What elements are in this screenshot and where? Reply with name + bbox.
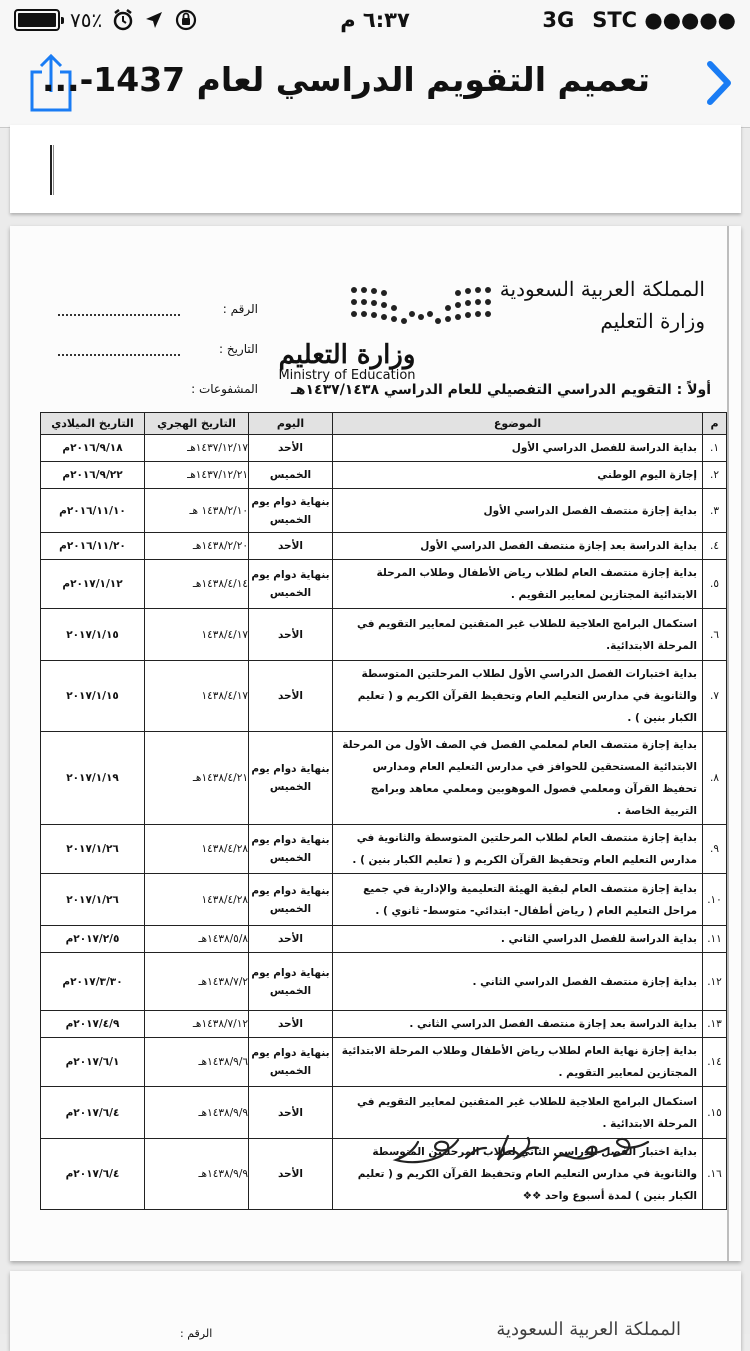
cell-greg: ٢٠١٦/٩/٢٢م [41, 462, 145, 489]
cell-greg: ٢٠١٧/٦/٤م [41, 1139, 145, 1210]
cell-hijri: ١٤٣٨/٢/٢٠هـ [145, 533, 249, 560]
cell-greg: ٢٠١٧/١/١٥ [41, 609, 145, 661]
document-page [10, 226, 741, 1261]
cell-num: ١٥. [703, 1087, 727, 1139]
table-row [41, 435, 727, 462]
table-row [41, 1038, 727, 1087]
cell-day: الأحد [249, 1139, 333, 1210]
status-bar [0, 0, 750, 40]
cell-hijri: ١٤٣٨/٤/١٧ [145, 661, 249, 732]
cell-hijri: ١٤٣٨/٢/١٠ هـ [145, 489, 249, 533]
cell-subject: بداية اختبار الفصل الدراسي الثاني لطلاب المرحلتين المتوسطة والثانوية في مدارس التعليم العام وتحفيظ القرآن الكريم و ( تعليم الكبار بنين ) لمدة أسبوع واحد ❖❖ [333, 1139, 703, 1210]
cell-num: ٦. [703, 609, 727, 661]
document-title: تعميم التقويم الدراسي لعام 1437-... [41, 60, 650, 99]
previous-page [10, 125, 741, 213]
reference-fields [58, 276, 258, 396]
cell-num: ٧. [703, 661, 727, 732]
cell-day: بنهاية دوام يوم الخميس [249, 953, 333, 1011]
cell-subject: بداية إجازة منتصف العام لمعلمي الفصل في الصف الأول من المرحلة الابتدائية المستحقين للحوافز في مدارس التعليم العام ومدارس تحفيظ القرآن ومعلمي فصول الموهوبين ومعلمي معاهد وبرامج التربية الخاصة . [333, 732, 703, 825]
ministry-logo-icon [346, 284, 496, 326]
cell-day: الأحد [249, 926, 333, 953]
next-page-number-label: الرقم : [180, 1327, 213, 1340]
number-field [58, 276, 258, 316]
table-row [41, 732, 727, 825]
cell-greg: ٢٠١٧/١/١٩ [41, 732, 145, 825]
kingdom-name: المملكة العربية السعودية [499, 277, 705, 301]
page-border-line [727, 226, 729, 1261]
cell-num: ١١. [703, 926, 727, 953]
status-time: ٦:٣٧ م [340, 8, 410, 32]
table-row [41, 489, 727, 533]
dotted-line [58, 344, 180, 356]
next-page [10, 1271, 741, 1351]
schedule-table [40, 412, 727, 1210]
cell-subject: بداية إجازة منتصف العام لطلاب رياض الأطفال وطلاب المرحلة الابتدائية المجتازين لمعايير التقويم . [333, 560, 703, 609]
cell-subject: بداية إجازة نهاية العام لطلاب رياض الأطفال وطلاب المرحلة الابتدائية المجتازين لمعايير التقويم . [333, 1038, 703, 1087]
cell-num: ١٠. [703, 874, 727, 926]
col-header-greg: التاريخ الميلادي [41, 413, 145, 435]
cell-num: ٢. [703, 462, 727, 489]
cell-hijri: ١٤٣٨/٧/١٢هـ [145, 1011, 249, 1038]
cell-subject: بداية إجازة منتصف الفصل الدراسي الثاني . [333, 953, 703, 1011]
cell-greg: ٢٠١٧/٦/١م [41, 1038, 145, 1087]
cell-greg: ٢٠١٧/١/١٥ [41, 661, 145, 732]
cell-subject: استكمال البرامج العلاجية للطلاب غير المتقنين لمعايير التقويم في المرحلة الابتدائية. [333, 609, 703, 661]
table-row [41, 661, 727, 732]
col-header-num: م [703, 413, 727, 435]
cell-subject: بداية الدراسة للفصل الدراسي الأول [333, 435, 703, 462]
cell-num: ١٦. [703, 1139, 727, 1210]
cell-greg: ٢٠١٧/١/١٢م [41, 560, 145, 609]
cell-greg: ٢٠١٦/١١/١٠م [41, 489, 145, 533]
cell-day: بنهاية دوام يوم الخميس [249, 732, 333, 825]
cell-subject: إجازة اليوم الوطني [333, 462, 703, 489]
cell-num: ١. [703, 435, 727, 462]
ministry-name: وزارة التعليم [600, 309, 705, 333]
col-header-hijri: التاريخ الهجري [145, 413, 249, 435]
next-page-header: المملكة العربية السعودية [496, 1319, 681, 1340]
cell-greg: ٢٠١٧/٢/٥م [41, 926, 145, 953]
table-row [41, 533, 727, 560]
page-border-line [53, 145, 54, 195]
cell-num: ٥. [703, 560, 727, 609]
table-row [41, 926, 727, 953]
cell-num: ٩. [703, 825, 727, 874]
attachments-field [58, 356, 258, 396]
cell-day: بنهاية دوام يوم الخميس [249, 489, 333, 533]
number-label: الرقم : [222, 302, 258, 316]
forward-button[interactable] [702, 60, 736, 106]
cell-subject: بداية الدراسة بعد إجازة منتصف الفصل الدراسي الأول [333, 533, 703, 560]
date-field [58, 316, 258, 356]
cell-hijri: ١٤٣٨/٩/٩هـ [145, 1087, 249, 1139]
cell-day: بنهاية دوام يوم الخميس [249, 874, 333, 926]
cell-subject: بداية اختبارات الفصل الدراسي الأول لطلاب المرحلتين المتوسطة والثانوية في مدارس التعليم العام وتحفيظ القرآن الكريم و ( تعليم الكبار بنين ) . [333, 661, 703, 732]
logo-arabic-text: وزارة التعليم [278, 340, 416, 370]
table-row [41, 953, 727, 1011]
cell-num: ٤. [703, 533, 727, 560]
signatures [368, 1118, 658, 1178]
date-label: التاريخ : [218, 342, 258, 356]
cell-hijri: ١٤٣٨/٤/٢٨ [145, 874, 249, 926]
cell-subject: بداية إجازة منتصف الفصل الدراسي الأول [333, 489, 703, 533]
carrier-signal: STC ●●●●● [592, 8, 736, 32]
status-right [542, 8, 736, 32]
table-row [41, 825, 727, 874]
cell-greg: ٢٠١٧/١/٢٦ [41, 874, 145, 926]
cell-day: الأحد [249, 533, 333, 560]
chevron-right-icon [702, 60, 736, 106]
battery-percent: ٧٥٪ [70, 8, 103, 32]
page-border-line [50, 145, 52, 195]
kingdom-header [500, 273, 705, 337]
cell-hijri: ١٤٣٨/٤/٢١هـ [145, 732, 249, 825]
cell-num: ٨. [703, 732, 727, 825]
cell-subject: بداية الدراسة بعد إجازة منتصف الفصل الدراسي الثاني . [333, 1011, 703, 1038]
cell-subject: بداية الدراسة للفصل الدراسي الثاني . [333, 926, 703, 953]
cell-day: بنهاية دوام يوم الخميس [249, 560, 333, 609]
col-header-day: اليوم [249, 413, 333, 435]
cell-subject: بداية إجازة منتصف العام لبقية الهيئة التعليمية والإدارية في جميع مراحل التعليم العام ( رياض أطفال- ابتدائي- متوسط- ثانوي ) . [333, 874, 703, 926]
cell-subject: استكمال البرامج العلاجية للطلاب غير المتقنين لمعايير التقويم في المرحلة الابتدائية . [333, 1087, 703, 1139]
cell-num: ١٤. [703, 1038, 727, 1087]
network-type: 3G [542, 8, 575, 32]
document-viewer[interactable] [0, 129, 750, 1340]
navigation-bar [0, 40, 750, 128]
cell-hijri: ١٤٣٨/٧/٢هـ [145, 953, 249, 1011]
cell-greg: ٢٠١٧/١/٢٦ [41, 825, 145, 874]
cell-day: الأحد [249, 609, 333, 661]
cell-greg: ٢٠١٧/٦/٤م [41, 1087, 145, 1139]
table-header-row [41, 413, 727, 435]
table-row [41, 1011, 727, 1038]
dotted-line [58, 304, 180, 316]
cell-day: الأحد [249, 1011, 333, 1038]
cell-num: ١٣. [703, 1011, 727, 1038]
table-row [41, 462, 727, 489]
cell-greg: ٢٠١٦/١١/٢٠م [41, 533, 145, 560]
cell-hijri: ١٤٣٨/٤/٢٨ [145, 825, 249, 874]
cell-day: الخميس [249, 462, 333, 489]
cell-day: الأحد [249, 661, 333, 732]
cell-hijri: ١٤٣٧/١٢/٢١هـ [145, 462, 249, 489]
cell-hijri: ١٤٣٨/٤/١٧ [145, 609, 249, 661]
cell-day: بنهاية دوام يوم الخميس [249, 825, 333, 874]
logo-english-text: Ministry of Education [278, 368, 416, 383]
section-title: أولاً : التقويم الدراسي التفصيلي للعام الدراسي ١٤٣٧/١٤٣٨هـ [291, 382, 711, 398]
cell-hijri: ١٤٣٨/٤/١٤هـ [145, 560, 249, 609]
cell-hijri: ١٤٣٨/٩/٦هـ [145, 1038, 249, 1087]
table-row [41, 560, 727, 609]
table-body [41, 435, 727, 1210]
cell-hijri: ١٤٣٨/٩/٩هـ [145, 1139, 249, 1210]
cell-subject: بداية إجازة منتصف العام لطلاب المرحلتين المتوسطة والثانوية في مدارس التعليم العام وتحفيظ القرآن الكريم و ( تعليم الكبار بنين ) . [333, 825, 703, 874]
cell-num: ١٢. [703, 953, 727, 1011]
cell-hijri: ١٤٣٨/٥/٨هـ [145, 926, 249, 953]
table-row [41, 609, 727, 661]
col-header-subject: الموضوع [333, 413, 703, 435]
cell-hijri: ١٤٣٧/١٢/١٧هـ [145, 435, 249, 462]
cell-day: الأحد [249, 1087, 333, 1139]
ministry-logo [272, 340, 422, 383]
cell-day: الأحد [249, 435, 333, 462]
cell-greg: ٢٠١٧/٤/٩م [41, 1011, 145, 1038]
cell-day: بنهاية دوام يوم الخميس [249, 1038, 333, 1087]
cell-greg: ٢٠١٧/٣/٣٠م [41, 953, 145, 1011]
table-row [41, 874, 727, 926]
cell-greg: ٢٠١٦/٩/١٨م [41, 435, 145, 462]
cell-num: ٣. [703, 489, 727, 533]
attachments-label: المشفوعات : [191, 382, 258, 396]
